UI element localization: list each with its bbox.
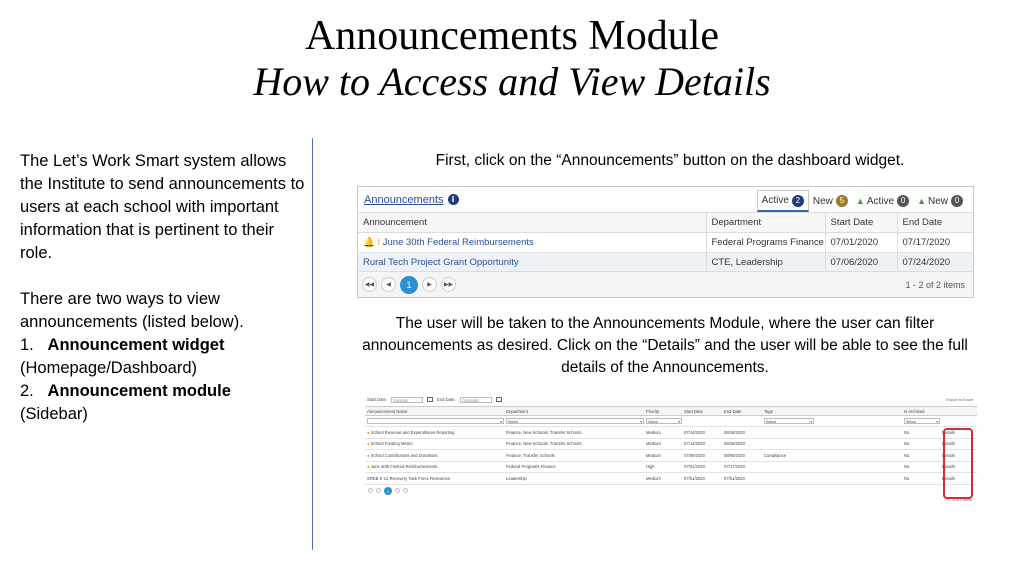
pager-info: 1 - 2 of 2 items (905, 279, 965, 290)
announcement-link[interactable]: June 30th Federal Reimbursements (382, 237, 534, 248)
priority-filter-select[interactable]: Select ▾ (646, 418, 682, 424)
column-header[interactable]: Announcement Name (365, 407, 504, 416)
current-page-button[interactable]: 1 (384, 487, 392, 495)
table-row: ● School Contributions and Donations Finance, Transfer Schools Medium 07/09/2020 08/08/2020 Compliance No Details (365, 450, 977, 462)
table-row (358, 253, 973, 273)
bell-icon: ● (367, 429, 370, 435)
announcements-widget (357, 186, 974, 298)
announcement-link[interactable]: Rural Tech Project Grant Opportunity (363, 257, 519, 268)
details-link[interactable]: Details (940, 450, 977, 462)
table-row (358, 233, 973, 253)
tab-active[interactable]: Active 2 (757, 190, 809, 212)
start-date-input[interactable]: 7/1/2020 (391, 397, 423, 403)
prev-page-button[interactable]: ◀ (381, 277, 396, 292)
start-date-cell: 07/06/2020 (825, 253, 897, 273)
urgent-mark: ! (377, 237, 381, 248)
table-row: ● School Funding Memo Finance, New Schools, Transfer Schools Medium 07/14/2020 08/28/2020 No Details (365, 438, 977, 450)
details-link[interactable]: Details (940, 473, 977, 485)
tab-archived-active[interactable]: ▲ Active 0 (852, 190, 913, 212)
next-page-button[interactable] (395, 488, 400, 493)
column-header[interactable]: Tags (762, 407, 902, 416)
table-row: ● June 30th Federal Reimbursements Federal Programs Finance High 07/01/2020 07/17/2020 No Details (365, 461, 977, 473)
calendar-icon[interactable] (496, 397, 502, 402)
pager-info: 1 - 5 of 5 items (946, 498, 972, 502)
list-item-module: 2. Announcement module (20, 382, 231, 400)
count-badge: 0 (897, 195, 909, 207)
department-cell: CTE, Leadership (706, 253, 825, 273)
prev-page-button[interactable] (376, 488, 381, 493)
bell-icon: ● (367, 452, 370, 458)
prev-page-button[interactable] (368, 488, 373, 493)
column-header[interactable]: End Date (722, 407, 762, 416)
slide-subtitle: How to Access and View Details (253, 59, 771, 104)
column-header[interactable]: End Date (897, 213, 973, 233)
tab-new[interactable]: New 5 (809, 190, 852, 212)
start-date-cell: 07/01/2020 (825, 233, 897, 253)
table-row: SREB K-12 Recovery Task Force Resources Leadership Medium 07/01/2020 07/01/2020 No Details (365, 473, 977, 485)
current-page-button[interactable]: 1 (400, 276, 418, 294)
table-header (358, 213, 973, 233)
bell-icon: ● (367, 441, 370, 447)
department-cell: Federal Programs Finance (706, 233, 825, 253)
announcements-link[interactable]: Announcements (364, 193, 444, 206)
details-highlight-box (943, 428, 973, 499)
last-page-button[interactable] (403, 488, 408, 493)
home-icon: ▲ (917, 196, 926, 206)
vertical-divider (312, 138, 313, 550)
column-header[interactable]: Start Date (682, 407, 722, 416)
tags-filter-select[interactable]: Select ▾ (764, 418, 814, 424)
column-header[interactable]: Department (504, 407, 644, 416)
home-icon: ▲ (855, 196, 865, 206)
table-row: ● School Revenue and Expenditures Reporting Finance, New Schools, Transfer Schools Medium 07/14/2020 08/28/2020 No Details (365, 427, 977, 439)
last-page-button[interactable]: ▶▶ (441, 277, 456, 292)
table-header (365, 407, 977, 416)
info-icon[interactable]: i (448, 194, 459, 205)
archived-filter-select[interactable]: Select ▾ (904, 418, 940, 424)
next-page-button[interactable]: ▶ (422, 277, 437, 292)
date-filter: Start Date: 7/1/2020 End Date: 7/15/2020 (365, 393, 977, 406)
details-link[interactable]: Details (940, 427, 977, 439)
name-filter-input[interactable] (367, 418, 504, 424)
count-badge: 0 (951, 195, 963, 207)
department-filter-select[interactable]: Select ▾ (506, 418, 644, 424)
module-pager (365, 485, 977, 497)
column-header (940, 407, 977, 416)
module-table (365, 406, 977, 485)
widget-tabs (757, 190, 967, 212)
calendar-icon[interactable] (427, 397, 433, 402)
intro-paragraph: The Let’s Work Smart system allows the Institute to send announcements to users at each school with important information that is pertinent to their role. (20, 152, 305, 262)
caption-step-2: The user will be taken to the Announcements Module, where the user can filter announcements as desired. Click on the “Details” and the user will be able to see the full details of the Announcements. (362, 315, 968, 376)
first-page-button[interactable]: ◀◀ (362, 277, 377, 292)
column-header[interactable]: Priority (644, 407, 682, 416)
list-item-widget-note: (Homepage/Dashboard) (20, 359, 198, 377)
list-item-widget: 1. Announcement widget (20, 336, 225, 354)
column-header[interactable]: Is Archived (902, 407, 940, 416)
left-description (20, 150, 305, 426)
bell-icon: ● (367, 464, 370, 470)
details-link[interactable]: Details (940, 461, 977, 473)
end-date-input[interactable]: 7/15/2020 (460, 397, 492, 403)
caption-step-1: First, click on the “Announcements” button on the dashboard widget. (435, 152, 905, 169)
slide-title: Announcements Module (304, 13, 720, 59)
ways-paragraph: There are two ways to view announcements (listed below). (20, 290, 244, 331)
widget-table (358, 212, 973, 273)
end-date-cell: 07/17/2020 (897, 233, 973, 253)
count-badge: 5 (836, 195, 848, 207)
widget-header (358, 187, 973, 212)
filter-row (365, 416, 977, 427)
details-link[interactable]: Details (940, 438, 977, 450)
column-header[interactable]: Start Date (825, 213, 897, 233)
list-item-module-note: (Sidebar) (20, 405, 88, 423)
bell-icon: 🔔 (363, 237, 375, 248)
announcements-module (365, 393, 977, 505)
tab-archived-new[interactable]: ▲ New 0 (913, 190, 967, 212)
end-date-cell: 07/24/2020 (897, 253, 973, 273)
count-badge: 2 (792, 195, 804, 207)
export-excel-button[interactable]: Export to Excel (946, 397, 973, 402)
widget-pager (358, 271, 973, 297)
column-header[interactable]: Department (706, 213, 825, 233)
column-header[interactable]: Announcement (358, 213, 706, 233)
